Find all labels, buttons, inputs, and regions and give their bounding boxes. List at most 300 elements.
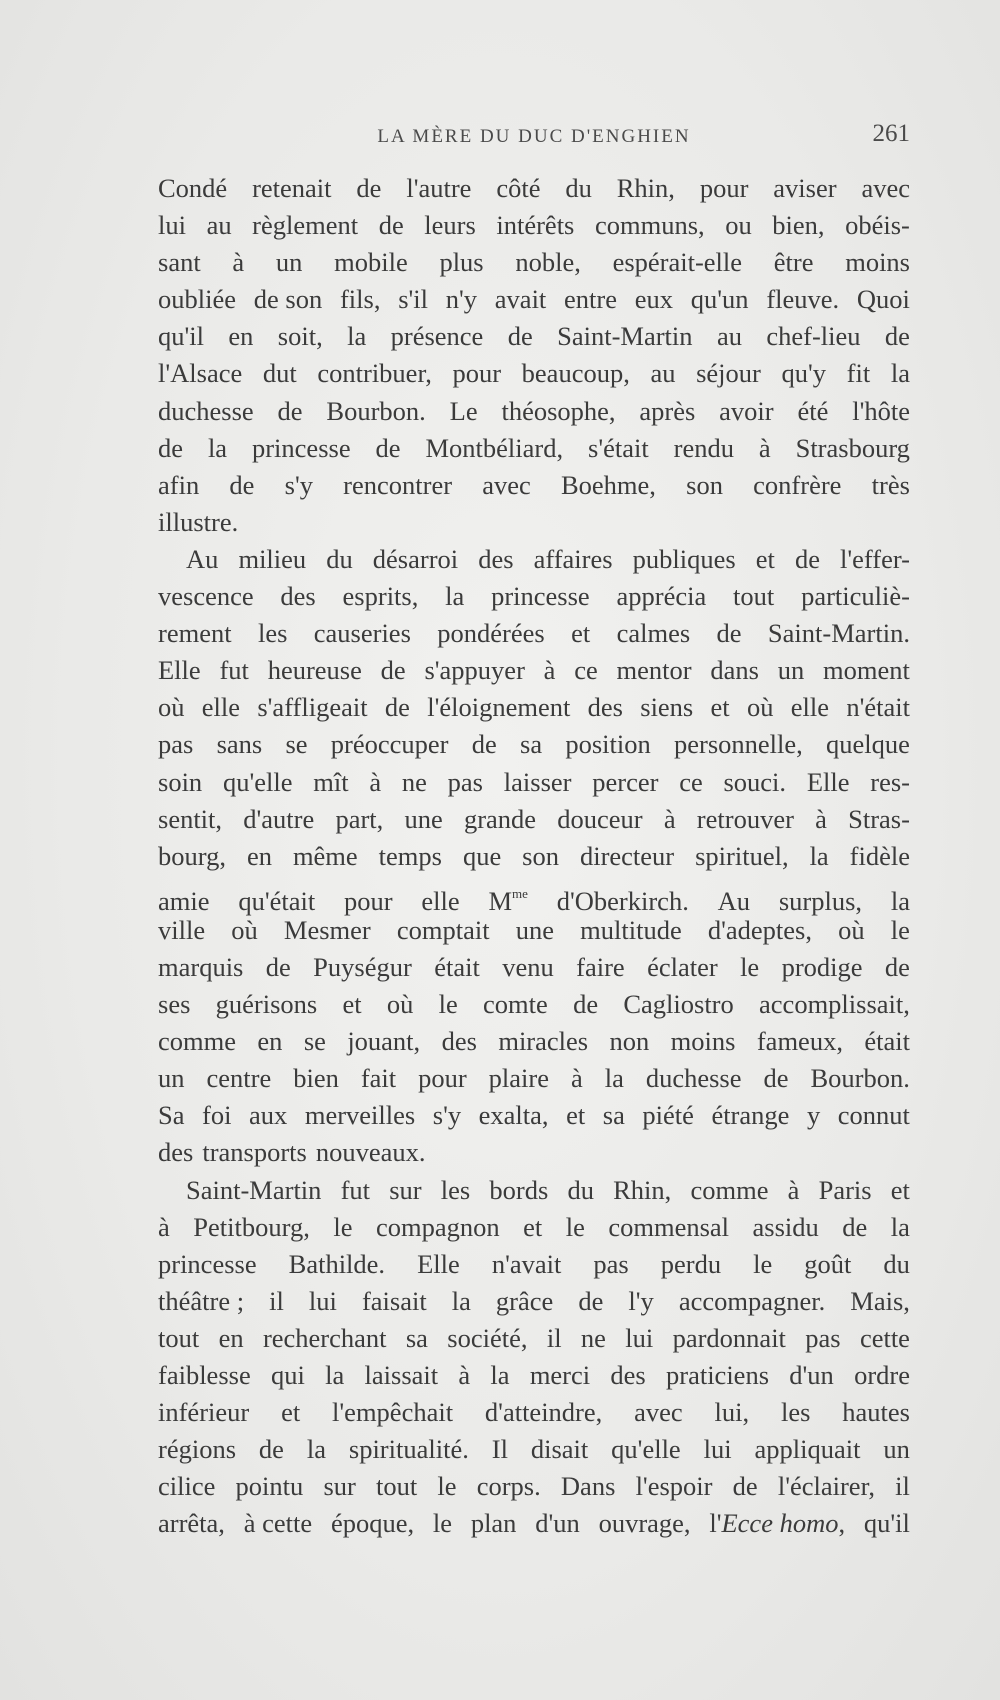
word: Rhin, [616,173,675,203]
word: même [292,840,358,871]
word: duchesse [158,395,254,426]
text-line [158,1172,910,1209]
word: siens [640,692,694,723]
word: accompagner. [678,1285,826,1316]
text-line [158,578,910,615]
text-line [158,1505,910,1542]
text-line [158,652,910,689]
word: une [404,803,443,834]
word: l'éclairer, [777,1471,875,1502]
word: s'était [588,432,649,463]
word: merveilles [304,1100,416,1131]
word: Au [186,543,219,574]
word: à [158,1211,170,1242]
word: s'affligeait [257,692,368,723]
word: temps [378,840,442,871]
word: des [441,1026,477,1057]
word: sa [405,1322,428,1353]
word: souci. [723,766,787,797]
word: de [842,1211,868,1242]
word: Boehme, [561,469,656,500]
word: qui [270,1360,305,1390]
word: présence [390,321,484,352]
word: à [815,803,827,834]
word: princesse [491,581,590,612]
word: la [490,1360,510,1390]
word: spirituel, [695,840,789,871]
word: Mesmer [283,914,371,945]
word: grâce [495,1285,554,1316]
word: de [578,1285,604,1316]
word: au [716,321,742,352]
word: fameux, [756,1026,843,1057]
word: des [158,1137,194,1168]
word: leurs [424,210,476,241]
word: eux [634,284,674,315]
word: tout [733,581,775,612]
word: se [303,1026,326,1057]
word: le [565,1211,585,1242]
word: aviser [773,173,837,203]
word: être [773,247,814,278]
word: elle [790,692,830,723]
word: vescence [158,581,254,612]
word: son [686,469,723,500]
word: la [890,1211,910,1242]
word: de [573,989,599,1020]
word: laissait [364,1360,439,1390]
word: retenait [252,173,332,203]
word: moment [823,655,910,686]
word: où [231,914,258,945]
word: l'hôte [852,395,910,426]
word: inférieur [158,1397,250,1428]
word: s'y [284,469,313,500]
word: la [890,885,910,916]
word: de [229,469,255,500]
word: causeries [313,618,411,649]
word: praticiens [666,1360,770,1390]
word: ouvrage, [598,1508,691,1539]
word: étrange [711,1100,790,1131]
word: fait [360,1063,397,1094]
word: prodige [781,951,863,982]
word: pour [699,173,749,203]
word: que [462,840,502,871]
word: de [884,321,910,352]
word: qu'elle [222,766,293,797]
word: la [890,358,910,389]
word: le [740,951,760,982]
word: recherchant [262,1322,387,1353]
word: faire [576,951,625,982]
word: lui [625,1322,654,1353]
word: avait [494,284,547,315]
word: affaires [533,543,613,574]
word: arrêta, [158,1508,225,1539]
word: pour [418,1063,467,1094]
word: accomplissait, [759,989,910,1020]
word: bien [293,1063,339,1094]
word: de [265,951,291,982]
word: Cagliostro [623,989,734,1020]
word: Bourbon. [326,395,426,426]
word: de [732,1471,758,1502]
text-line [158,1320,910,1357]
word: pointu [235,1471,304,1502]
word: rement [158,618,232,649]
text-line [158,393,910,430]
word: douceur [557,803,643,834]
word: duchesse [645,1063,742,1094]
text-line [158,801,910,838]
word: à [787,1174,800,1205]
word: à [458,1360,471,1390]
word: multitude [580,914,682,945]
word: d'un [535,1508,580,1539]
word: Elle [806,766,850,797]
word: une [515,914,555,945]
word: de [378,210,404,241]
word: il [895,1471,910,1502]
word: milieu [238,543,307,574]
word: non [609,1026,650,1057]
word: à [232,247,245,278]
word: pas [447,766,483,797]
word: ordre [854,1360,910,1390]
text-line [158,1283,910,1320]
word: la [445,581,465,612]
word: compagnon [375,1211,500,1242]
word: s'il [398,284,429,315]
word: et [710,692,730,723]
word: éclater [647,951,718,982]
word: fidèle [849,840,910,871]
word: où [158,692,185,723]
word: pardonnait [672,1322,786,1353]
word: lui, [714,1397,750,1428]
word: cette [859,1322,910,1353]
word: Le [449,395,478,426]
word: du [565,173,592,203]
word: ce [574,655,598,686]
word: d'Oberkirch. [556,885,689,916]
word: été [797,395,829,426]
word: tout [158,1322,200,1353]
word: le [333,1211,353,1242]
word: s'y [432,1100,462,1131]
word: goût [804,1248,852,1279]
word: lui [308,1285,337,1316]
text-line [158,838,910,875]
word: d'autre [243,803,315,834]
word: l'empêchait [332,1397,454,1428]
word: soin [158,766,203,797]
word: espérait-elle [612,247,743,278]
text-line [158,541,910,578]
word: cilice [158,1471,216,1502]
text-line [158,615,910,652]
word: le [437,1471,457,1502]
text-line [158,689,910,726]
word: sa [520,729,543,760]
word: fleuve. [766,284,840,315]
word: Au [717,885,751,916]
word: Saint-Martin [557,321,693,352]
word: faiblesse [158,1360,251,1390]
text-line [158,355,910,392]
word: Mais, [850,1285,910,1316]
word: obéis- [845,210,910,241]
word: l'Ecce homo, [709,1508,846,1539]
word: noble, [515,247,581,278]
word: de [258,1434,284,1465]
word: de [471,729,497,760]
word: moins [670,1026,736,1057]
word: Montbéliard, [425,432,564,463]
text-line [158,504,910,541]
word: rendu [673,432,734,463]
text-line [158,281,910,318]
text-line [158,1209,910,1246]
word: de [763,1063,789,1094]
word: laisser [503,766,572,797]
word: percer [592,766,659,797]
word: et [566,1100,586,1131]
word: ce [679,766,703,797]
word: il [269,1285,284,1316]
word: et [523,1211,543,1242]
word: se [285,729,308,760]
word: il [546,1322,562,1353]
word: à [758,432,771,463]
word: qu'il [863,1508,910,1539]
word: centre [206,1063,272,1094]
word: merci [529,1360,591,1390]
word: soit, [277,321,323,352]
word: directeur [579,840,675,871]
word: côté [496,173,541,203]
word: Condé [158,173,228,203]
word: un [158,1063,185,1094]
word: n'était [846,692,910,723]
text-line [158,1357,910,1394]
word: Petitbourg, [193,1211,310,1242]
word: position [565,729,651,760]
text-line [158,244,910,281]
text-line [158,986,910,1023]
word: Rhin, [613,1174,672,1205]
text-line [158,764,910,801]
word: la [325,1360,345,1390]
word: perdu [660,1248,722,1279]
word: comptait [396,914,490,945]
word: au [650,358,676,389]
word: à [663,803,676,834]
word: lui [158,210,186,241]
word: fit [846,358,871,389]
word: commensal [608,1211,730,1242]
word: où [746,692,774,723]
word: et [890,1174,910,1205]
word: avec [861,173,910,203]
word: de [375,432,401,463]
word: un [883,1434,910,1465]
word: Stras- [848,803,910,834]
text-line [158,1023,910,1060]
word: afin [158,469,200,500]
word: après [639,395,696,426]
word: esprits, [342,581,419,612]
word: où [386,989,414,1020]
word: n'avait [491,1248,562,1279]
word: princesse [251,432,351,463]
word: à cette [243,1508,313,1539]
word: heureuse [267,655,362,686]
word: Il [491,1434,508,1465]
word: disait [530,1434,589,1465]
word: comme [690,1174,769,1205]
word: d'atteindre, [484,1397,603,1428]
text-line [158,1060,910,1097]
word: avoir [719,395,774,426]
word: Bathilde. [288,1248,386,1279]
word: elle [201,692,241,723]
text-line [158,875,910,916]
word: qu'il [158,321,204,352]
word: sans [216,729,263,760]
word: intérêts [496,210,575,241]
word: Saint-Martin. [767,618,910,649]
word: rencontrer [343,469,453,500]
word: époque, [330,1508,415,1539]
body-text [158,170,910,1542]
word: mentor [616,655,692,686]
word: sentit, [158,803,223,834]
word: avec [634,1397,683,1428]
word: ne [401,766,427,797]
word: ne [580,1322,606,1353]
word: très [871,469,910,500]
word: des [478,543,514,574]
word: apprécia [616,581,707,612]
page-header [158,118,910,158]
word: société, [447,1322,528,1353]
word: du [326,543,353,574]
word: des [610,1360,646,1390]
word: avec [482,469,531,500]
word: surplus, [778,885,863,916]
word: à [570,1063,583,1094]
text-line [158,1394,910,1431]
word: oubliée [158,284,236,315]
superscript: me [512,885,528,901]
word: qu'elle [611,1434,681,1465]
word: nouveaux. [315,1137,426,1168]
word: jouant, [347,1026,421,1057]
word: l'éloignement [427,692,571,723]
word: pas [805,1322,841,1353]
word: $M^{me}$ [488,885,528,916]
word: Paris [818,1174,872,1205]
word: assidu [752,1211,819,1242]
word: appliquait [754,1434,861,1465]
word: en [218,1322,244,1353]
word: pas [158,729,194,760]
word: pondérées [437,618,545,649]
word: beaucoup, [521,358,630,389]
word: res- [870,766,910,797]
word: séjour [696,358,761,389]
word: pour [452,358,502,389]
word: de [884,951,910,982]
word: connut [837,1100,910,1131]
word: mît [313,766,349,797]
word: mobile [334,247,408,278]
word: désarroi [372,543,459,574]
text-line [158,207,910,244]
word: et [342,989,362,1020]
word: des [280,581,316,612]
word: Quoi [856,284,910,315]
word: un [275,247,303,278]
word: d'un [789,1360,834,1390]
word: la [207,432,228,463]
word: pour [344,885,393,916]
word: la [604,1063,624,1094]
word: confrère [753,469,842,500]
word: qu'était [238,885,316,916]
text-line [158,318,910,355]
word: publiques [632,543,736,574]
word: Puységur [313,951,412,982]
italic-title: Ecce homo [721,1508,839,1539]
word: l'effer- [840,543,910,574]
text-line [158,1097,910,1134]
word: théosophe, [501,395,616,426]
word: Elle [417,1248,460,1279]
word: ou [725,210,752,241]
word: l'espoir [635,1471,713,1502]
text-line [158,170,910,207]
word: plus [439,247,484,278]
word: Saint-Martin [186,1174,322,1205]
word: spiritualité. [348,1434,469,1465]
text-line [158,1134,910,1171]
word: le [438,989,458,1020]
word: bourg, [158,840,226,871]
word: Bourbon. [810,1063,910,1094]
word: retrouver [696,803,794,834]
word: faisait [361,1285,427,1316]
word: l'y [628,1285,654,1316]
word: Strasbourg [795,432,910,463]
word: hautes [842,1397,910,1428]
word: où [838,914,865,945]
text-line [158,430,910,467]
word: à [543,655,556,686]
text-line [158,1431,910,1468]
word: les [440,1174,471,1205]
word: son [522,840,559,871]
word: transports [202,1137,307,1168]
word: calmes [616,618,691,649]
word: des [587,692,623,723]
word: foi [202,1100,232,1131]
word: fils, [339,284,381,315]
word: de [277,395,303,426]
word: Sa [158,1100,185,1131]
